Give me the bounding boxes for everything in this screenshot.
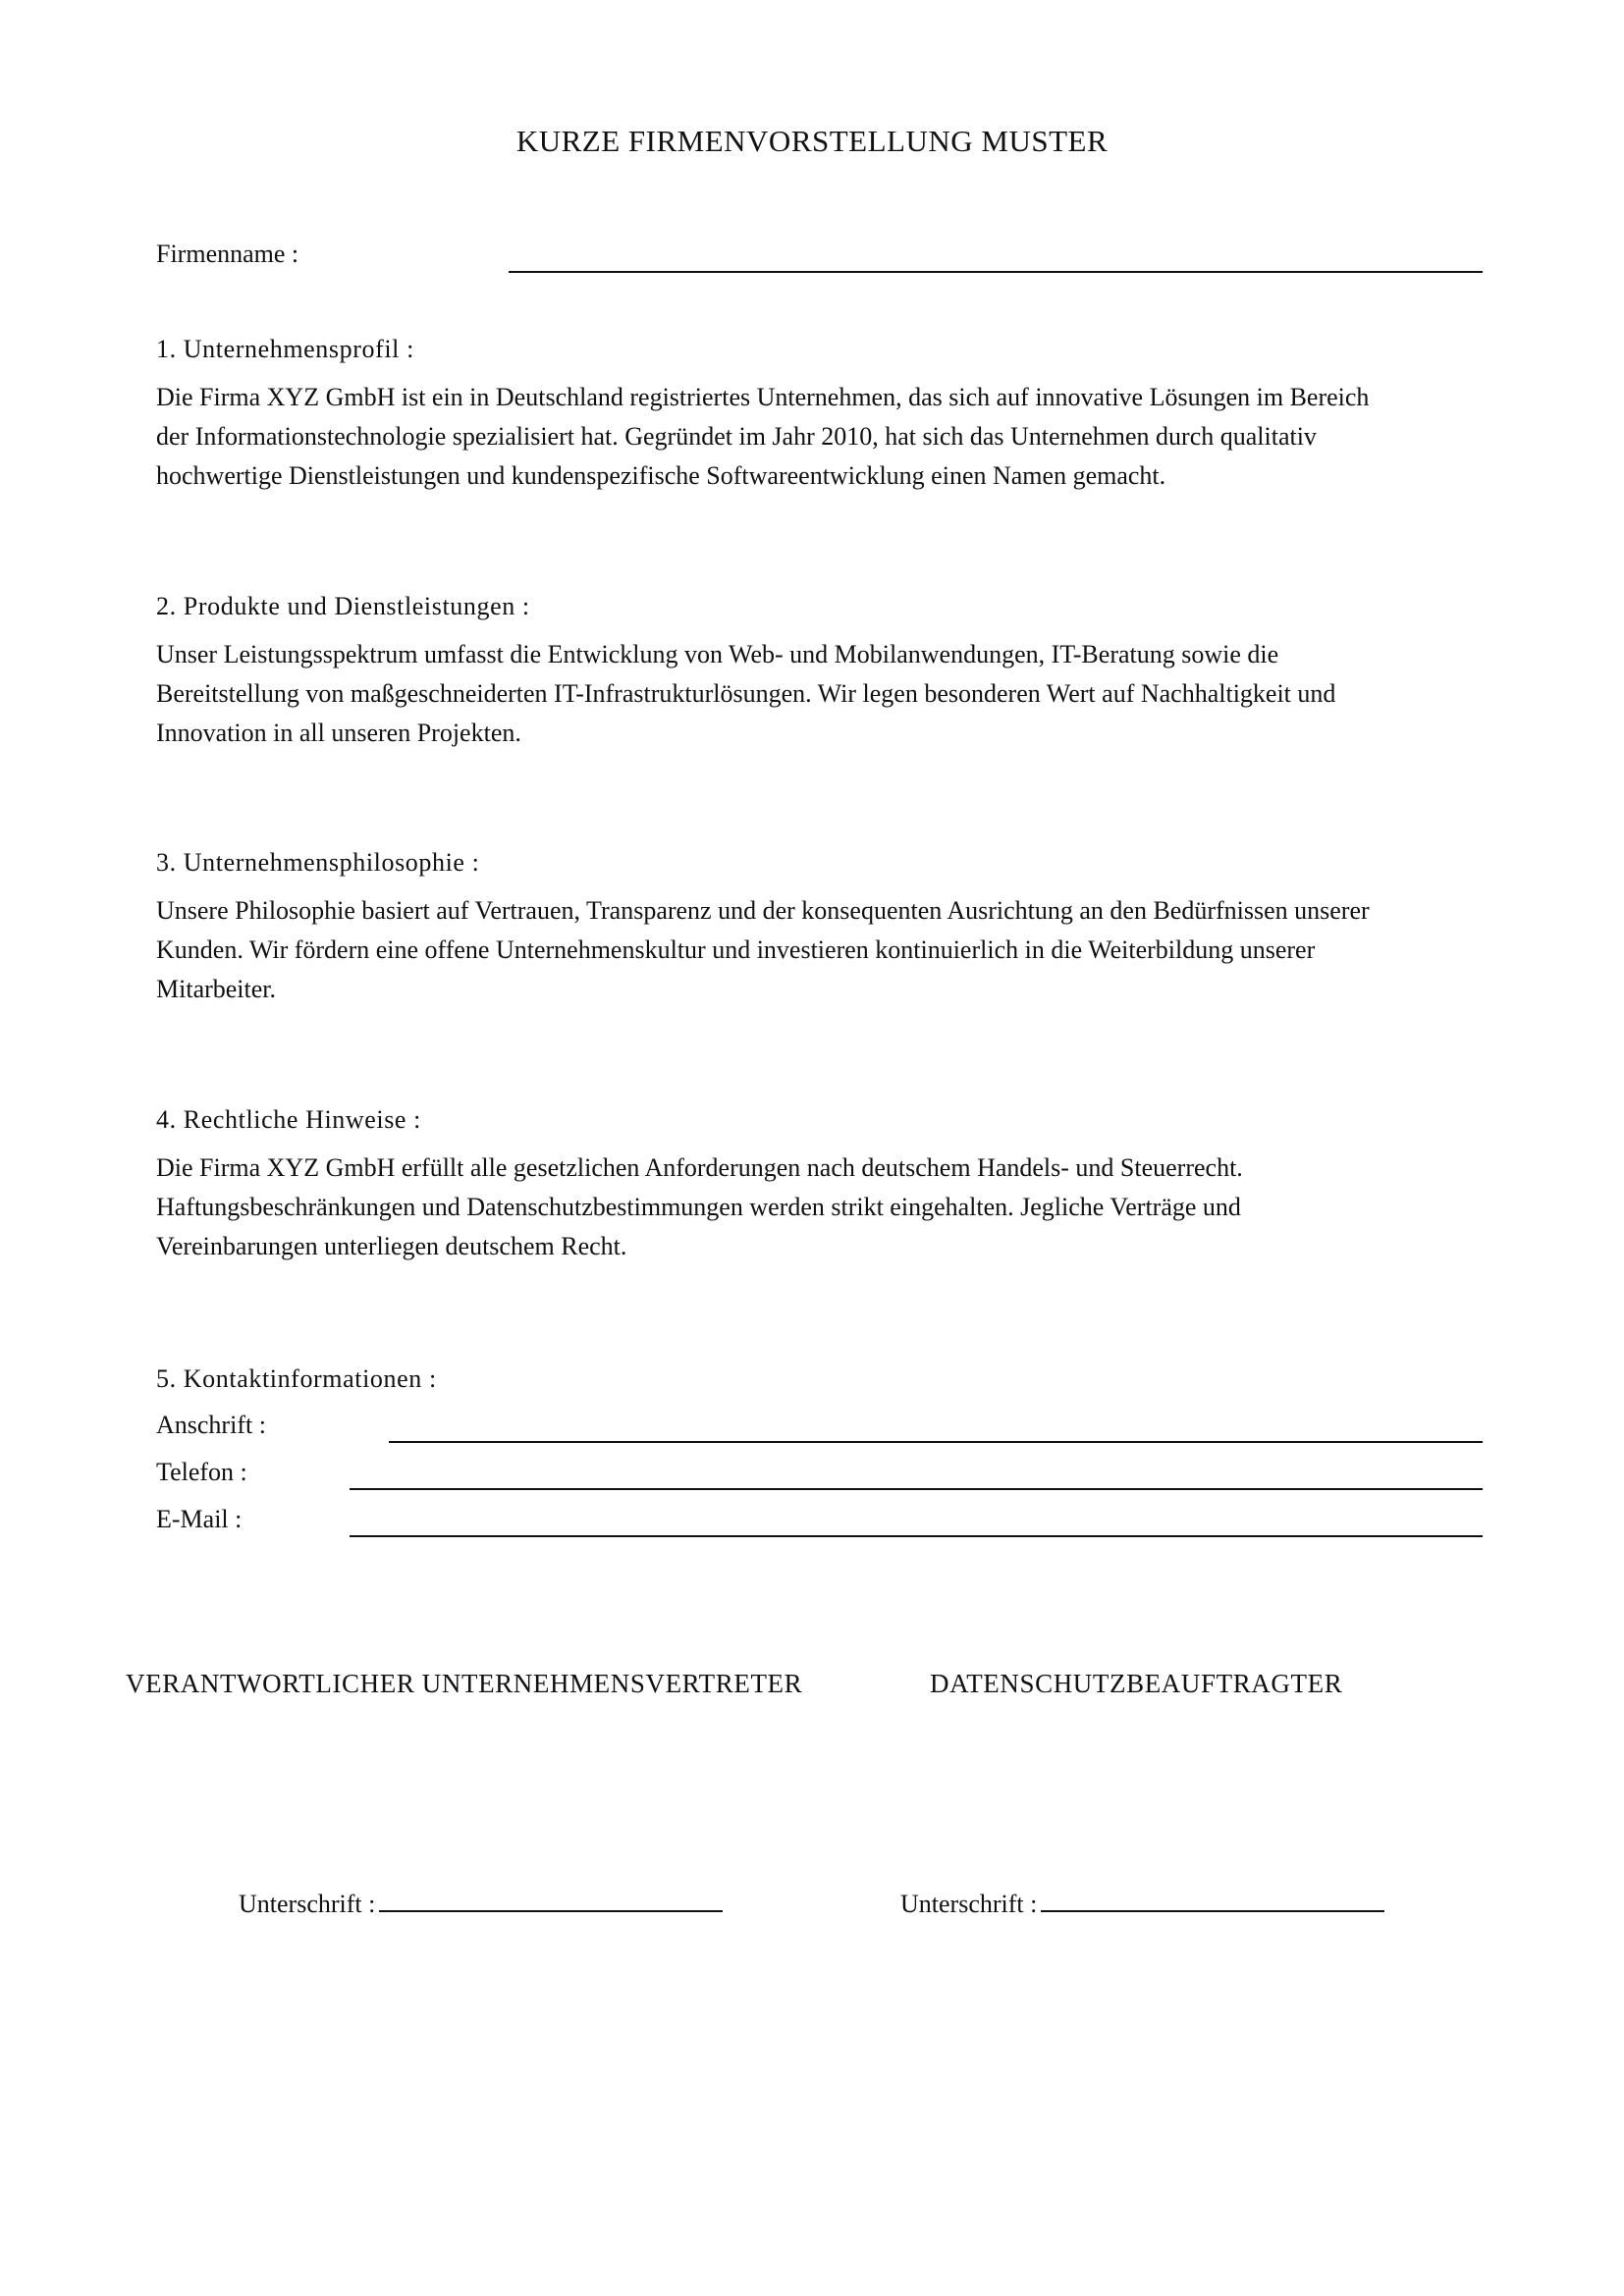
phone-field-line[interactable] xyxy=(350,1488,1483,1490)
dpo-signature-line[interactable] xyxy=(1041,1910,1384,1912)
representative-signature-line[interactable] xyxy=(379,1910,723,1912)
section-body-company-philosophy: Unsere Philosophie basiert auf Vertrauen, Transparenz und der konsequenten Ausrichtung an den Bedürfnissen unserer Kunden. Wir fördern eine offene Unternehmenskultur und investieren kontinuierlich in die Weiterbildung unserer Mitarbeiter. xyxy=(156,896,1370,1003)
representative-signature-label: Unterschrift : xyxy=(239,1890,376,1918)
data-protection-officer-heading: DATENSCHUTZBEAUFTRAGTER xyxy=(930,1669,1343,1698)
section-heading-company-philosophy: 3. Unternehmensphilosophie : xyxy=(156,848,480,877)
section-body-legal-notices: Die Firma XYZ GmbH erfüllt alle gesetzlichen Anforderungen nach deutschem Handels- und Steuerrecht. Haftungsbeschränkungen und Datenschutzbestimmungen werden strikt eingehalten. Jegliche Verträge und Vereinbarungen unterliegen deutschem Recht. xyxy=(156,1153,1243,1260)
dpo-signature-label: Unterschrift : xyxy=(900,1890,1038,1918)
section-heading-contact-info: 5. Kontaktinformationen : xyxy=(156,1364,437,1393)
company-representative-heading: VERANTWORTLICHER UNTERNEHMENSVERTRETER xyxy=(126,1669,803,1698)
section-heading-products-services: 2. Produkte und Dienstleistungen : xyxy=(156,592,530,620)
dpo-signature-block xyxy=(900,1890,1384,1919)
email-field-line[interactable] xyxy=(350,1535,1483,1537)
representative-signature-block xyxy=(239,1890,723,1919)
section-body-products-services: Unser Leistungsspektrum umfasst die Entwicklung von Web- und Mobilanwendungen, IT-Beratung sowie die Bereitstellung von maßgeschneiderten IT-Infrastrukturlösungen. Wir legen besonderen Wert auf Nachhaltigkeit und Innovation in all unseren Projekten. xyxy=(156,640,1336,747)
document-title: KURZE FIRMENVORSTELLUNG MUSTER xyxy=(515,124,1109,158)
section-heading-legal-notices: 4. Rechtliche Hinweise : xyxy=(156,1105,421,1134)
section-heading-company-profile: 1. Unternehmensprofil : xyxy=(156,335,414,363)
email-label: E-Mail : xyxy=(156,1505,243,1533)
company-name-label: Firmenname : xyxy=(156,240,299,268)
address-field-line[interactable] xyxy=(389,1441,1483,1443)
phone-label: Telefon : xyxy=(156,1458,247,1486)
address-label: Anschrift : xyxy=(156,1411,266,1439)
company-name-field-line[interactable] xyxy=(509,271,1483,273)
section-body-company-profile: Die Firma XYZ GmbH ist ein in Deutschland registriertes Unternehmen, das sich auf innovative Lösungen im Bereich der Informationstechnologie spezialisiert hat. Gegründet im Jahr 2010, hat sich das Unternehmen durch qualitativ hochwertige Dienstleistungen und kundenspezifische Softwareentwicklung einen Namen gemacht. xyxy=(156,383,1370,490)
